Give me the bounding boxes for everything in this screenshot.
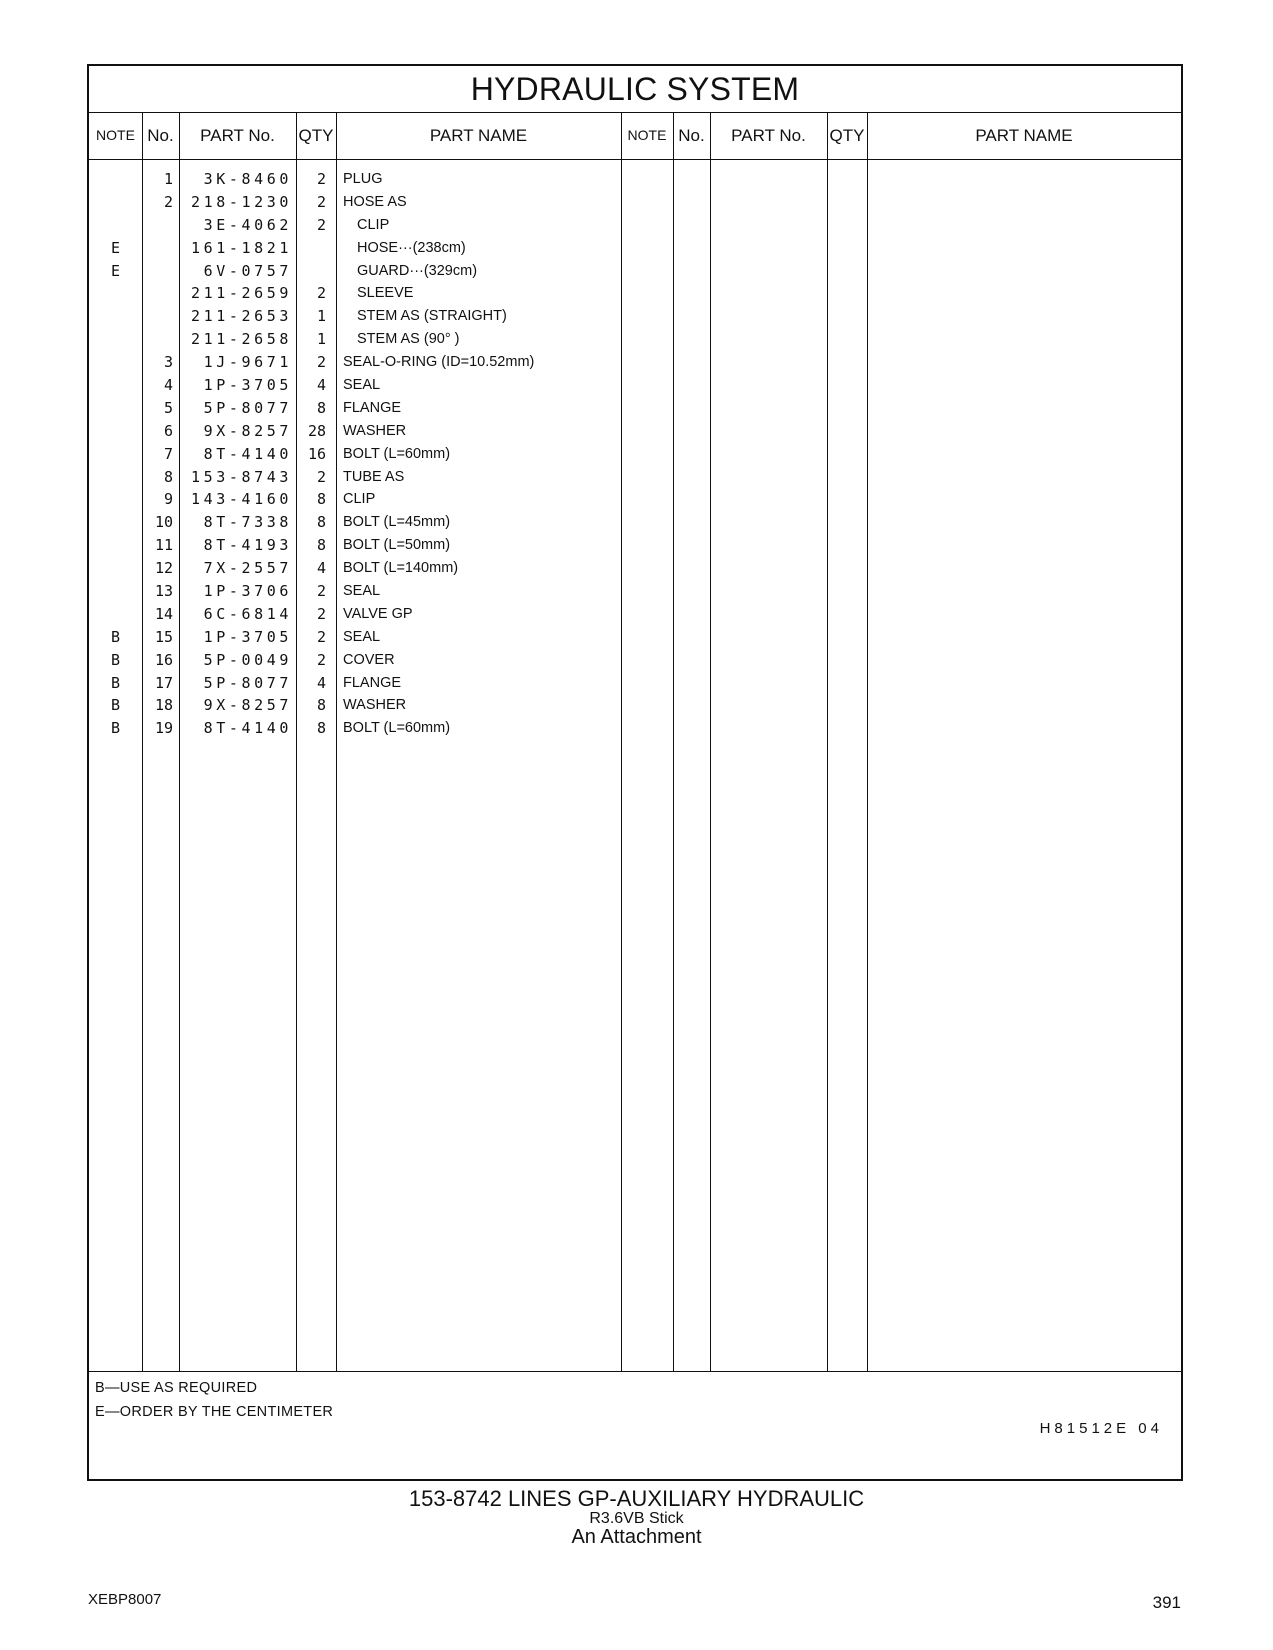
part-number-cell: 211-2653	[190, 307, 292, 326]
header-part-name-left: PART NAME	[429, 126, 528, 145]
table-row	[89, 328, 1181, 351]
table-row	[89, 557, 1181, 580]
item-number-cell: 18	[154, 696, 173, 715]
part-name-cell: BOLT (L=60mm)	[343, 720, 451, 737]
table-row	[89, 466, 1181, 489]
item-number-cell	[142, 237, 173, 260]
quantity-cell	[294, 260, 326, 283]
footer-notes	[89, 1371, 1181, 1480]
item-number-cell	[142, 328, 173, 351]
quantity-cell: 2	[316, 604, 326, 623]
part-number-cell: 143-4160	[190, 490, 292, 509]
table-row	[89, 511, 1181, 534]
note-cell: B	[110, 696, 121, 715]
table-row	[89, 168, 1181, 191]
table-row	[89, 649, 1181, 672]
item-number-cell	[142, 282, 173, 305]
item-number-cell: 11	[154, 536, 173, 555]
quantity-cell: 8	[316, 719, 326, 738]
part-name-cell: COVER	[343, 651, 395, 668]
part-number-cell: 161-1821	[190, 238, 292, 257]
quantity-cell: 8	[316, 490, 326, 509]
note-legend-b: B—USE AS REQUIRED	[95, 1380, 258, 1396]
quantity-cell: 2	[316, 650, 326, 669]
table-row	[89, 191, 1181, 214]
item-number-cell: 17	[154, 673, 173, 692]
note-cell	[89, 351, 142, 374]
part-name-cell: TUBE AS	[343, 468, 405, 485]
table-row	[89, 351, 1181, 374]
part-number-cell: 7X-2557	[203, 559, 292, 578]
item-number-cell: 19	[154, 719, 173, 738]
quantity-cell: 2	[316, 467, 326, 486]
item-number-cell: 12	[154, 559, 173, 578]
part-number-cell: 1P-3705	[203, 627, 292, 646]
quantity-cell: 2	[316, 192, 326, 211]
parts-list	[89, 168, 1181, 740]
item-number-cell: 10	[154, 513, 173, 532]
part-name-cell: BOLT (L=50mm)	[343, 537, 451, 554]
item-number-cell: 5	[163, 398, 173, 417]
part-number-cell: 9X-8257	[203, 421, 292, 440]
note-cell	[89, 466, 142, 489]
part-name-cell: HOSE AS	[343, 193, 407, 210]
note-cell	[89, 534, 142, 557]
note-cell: E	[110, 261, 121, 280]
quantity-cell: 2	[316, 353, 326, 372]
table-row	[89, 282, 1181, 305]
quantity-cell: 8	[316, 513, 326, 532]
item-number-cell	[142, 214, 173, 237]
item-number-cell: 4	[163, 376, 173, 395]
part-number-cell: 5P-8077	[203, 398, 292, 417]
quantity-cell: 2	[316, 582, 326, 601]
part-number-cell: 8T-7338	[203, 513, 292, 532]
part-number-cell: 5P-8077	[203, 673, 292, 692]
table-row	[89, 443, 1181, 466]
attachment-caption: An Attachment	[571, 1526, 702, 1548]
table-row	[89, 717, 1181, 740]
item-number-cell: 15	[154, 627, 173, 646]
part-number-cell: 8T-4140	[203, 444, 292, 463]
part-name-cell: SEAL	[343, 377, 381, 394]
table-row	[89, 534, 1181, 557]
table-row	[89, 672, 1181, 695]
note-cell	[89, 168, 142, 191]
part-number-cell: 6C-6814	[203, 604, 292, 623]
header-note-left: NOTE	[96, 127, 135, 143]
quantity-cell	[294, 237, 326, 260]
part-name-cell: CLIP	[343, 491, 376, 508]
note-cell	[89, 488, 142, 511]
part-number-cell: 1P-3705	[203, 376, 292, 395]
item-number-cell: 3	[163, 353, 173, 372]
part-number-cell: 3K-8460	[203, 170, 292, 188]
header-no-right: No.	[678, 126, 705, 145]
table-row	[89, 420, 1181, 443]
note-cell	[89, 305, 142, 328]
page-title: HYDRAULIC SYSTEM	[89, 66, 1181, 113]
table-row	[89, 603, 1181, 626]
item-number-cell: 1	[163, 170, 173, 188]
note-cell: B	[110, 627, 121, 646]
part-number-cell: 1P-3706	[203, 582, 292, 601]
drawing-code: H81512E 04	[1039, 1420, 1163, 1437]
part-number-cell: 1J-9671	[203, 353, 292, 372]
table-row	[89, 305, 1181, 328]
item-number-cell: 13	[154, 582, 173, 601]
quantity-cell: 1	[316, 330, 326, 349]
part-name-cell: BOLT (L=140mm)	[343, 560, 459, 577]
note-cell	[89, 443, 142, 466]
part-name-cell: GUARD···(329cm)	[357, 262, 478, 279]
document-code: XEBP8007	[88, 1591, 162, 1608]
part-name-cell: SEAL-O-RING (ID=10.52mm)	[343, 354, 535, 371]
part-name-cell: FLANGE	[343, 399, 402, 416]
part-name-cell: SEAL	[343, 583, 381, 600]
part-name-cell: BOLT (L=60mm)	[343, 445, 451, 462]
table-row	[89, 374, 1181, 397]
part-name-cell: SLEEVE	[357, 285, 414, 302]
group-subcaption: R3.6VB Stick	[589, 1510, 684, 1527]
part-name-cell: BOLT (L=45mm)	[343, 514, 451, 531]
quantity-cell: 4	[316, 673, 326, 692]
note-cell	[89, 603, 142, 626]
table-row	[89, 397, 1181, 420]
quantity-cell: 4	[316, 559, 326, 578]
note-cell: B	[110, 719, 121, 738]
item-number-cell	[142, 260, 173, 283]
header-part-no-left: PART No.	[200, 126, 275, 145]
table-row	[89, 260, 1181, 283]
part-name-cell: FLANGE	[343, 674, 402, 691]
parts-sheet	[87, 64, 1183, 1481]
table-row	[89, 694, 1181, 717]
item-number-cell: 7	[163, 444, 173, 463]
part-number-cell: 9X-8257	[203, 696, 292, 715]
header-qty-right: QTY	[829, 126, 865, 145]
part-name-cell: WASHER	[343, 697, 407, 714]
part-number-cell: 5P-0049	[203, 650, 292, 669]
item-number-cell: 6	[163, 421, 173, 440]
quantity-cell: 2	[316, 627, 326, 646]
note-cell	[89, 557, 142, 580]
note-cell	[89, 511, 142, 534]
table-row	[89, 488, 1181, 511]
note-cell	[89, 328, 142, 351]
quantity-cell: 1	[316, 307, 326, 326]
item-number-cell: 2	[163, 192, 173, 211]
table-row	[89, 626, 1181, 649]
item-number-cell: 8	[163, 467, 173, 486]
quantity-cell: 2	[316, 215, 326, 234]
note-cell: B	[110, 650, 121, 669]
header-part-no-right: PART No.	[731, 126, 806, 145]
part-number-cell: 218-1230	[190, 192, 292, 211]
item-number-cell: 16	[154, 650, 173, 669]
note-cell	[89, 580, 142, 603]
note-cell	[89, 214, 142, 237]
header-part-name-right: PART NAME	[975, 126, 1073, 145]
part-name-cell: VALVE GP	[343, 605, 413, 622]
part-number-cell: 211-2659	[190, 284, 292, 303]
note-cell	[89, 282, 142, 305]
table-row	[89, 237, 1181, 260]
table-row	[89, 580, 1181, 603]
part-number-cell: 211-2658	[190, 330, 292, 349]
part-name-cell: STEM AS (STRAIGHT)	[357, 308, 507, 325]
part-name-cell: HOSE···(238cm)	[357, 239, 466, 256]
header-note-right: NOTE	[627, 127, 667, 143]
part-name-cell: WASHER	[343, 422, 407, 439]
quantity-cell: 2	[316, 284, 326, 303]
quantity-cell: 4	[316, 376, 326, 395]
note-cell	[89, 374, 142, 397]
part-number-cell: 3E-4062	[203, 215, 292, 234]
note-legend-e: E—ORDER BY THE CENTIMETER	[95, 1404, 334, 1420]
table-row	[89, 214, 1181, 237]
note-cell	[89, 191, 142, 214]
note-cell: E	[110, 238, 121, 257]
note-cell: B	[110, 673, 121, 692]
part-name-cell: SEAL	[343, 628, 381, 645]
part-number-cell: 8T-4140	[203, 719, 292, 738]
item-number-cell: 14	[154, 604, 173, 623]
quantity-cell: 8	[316, 696, 326, 715]
part-number-cell: 8T-4193	[203, 536, 292, 555]
header-qty-left: QTY	[298, 126, 334, 145]
table-header-row	[89, 112, 1181, 160]
page-number: 391	[1152, 1593, 1181, 1612]
quantity-cell: 2	[316, 170, 326, 188]
part-name-cell: CLIP	[357, 216, 390, 233]
part-name-cell: PLUG	[343, 171, 383, 187]
group-caption: 153-8742 LINES GP-AUXILIARY HYDRAULIC	[408, 1486, 865, 1511]
note-cell	[89, 397, 142, 420]
note-cell	[89, 420, 142, 443]
header-no-left: No.	[147, 126, 174, 145]
item-number-cell	[142, 305, 173, 328]
part-name-cell: STEM AS (90° )	[357, 331, 460, 348]
item-number-cell: 9	[163, 490, 173, 509]
quantity-cell: 8	[316, 398, 326, 417]
part-number-cell: 6V-0757	[203, 261, 292, 280]
quantity-cell: 16	[307, 444, 326, 463]
quantity-cell: 28	[307, 421, 326, 440]
quantity-cell: 8	[316, 536, 326, 555]
part-number-cell: 153-8743	[190, 467, 292, 486]
